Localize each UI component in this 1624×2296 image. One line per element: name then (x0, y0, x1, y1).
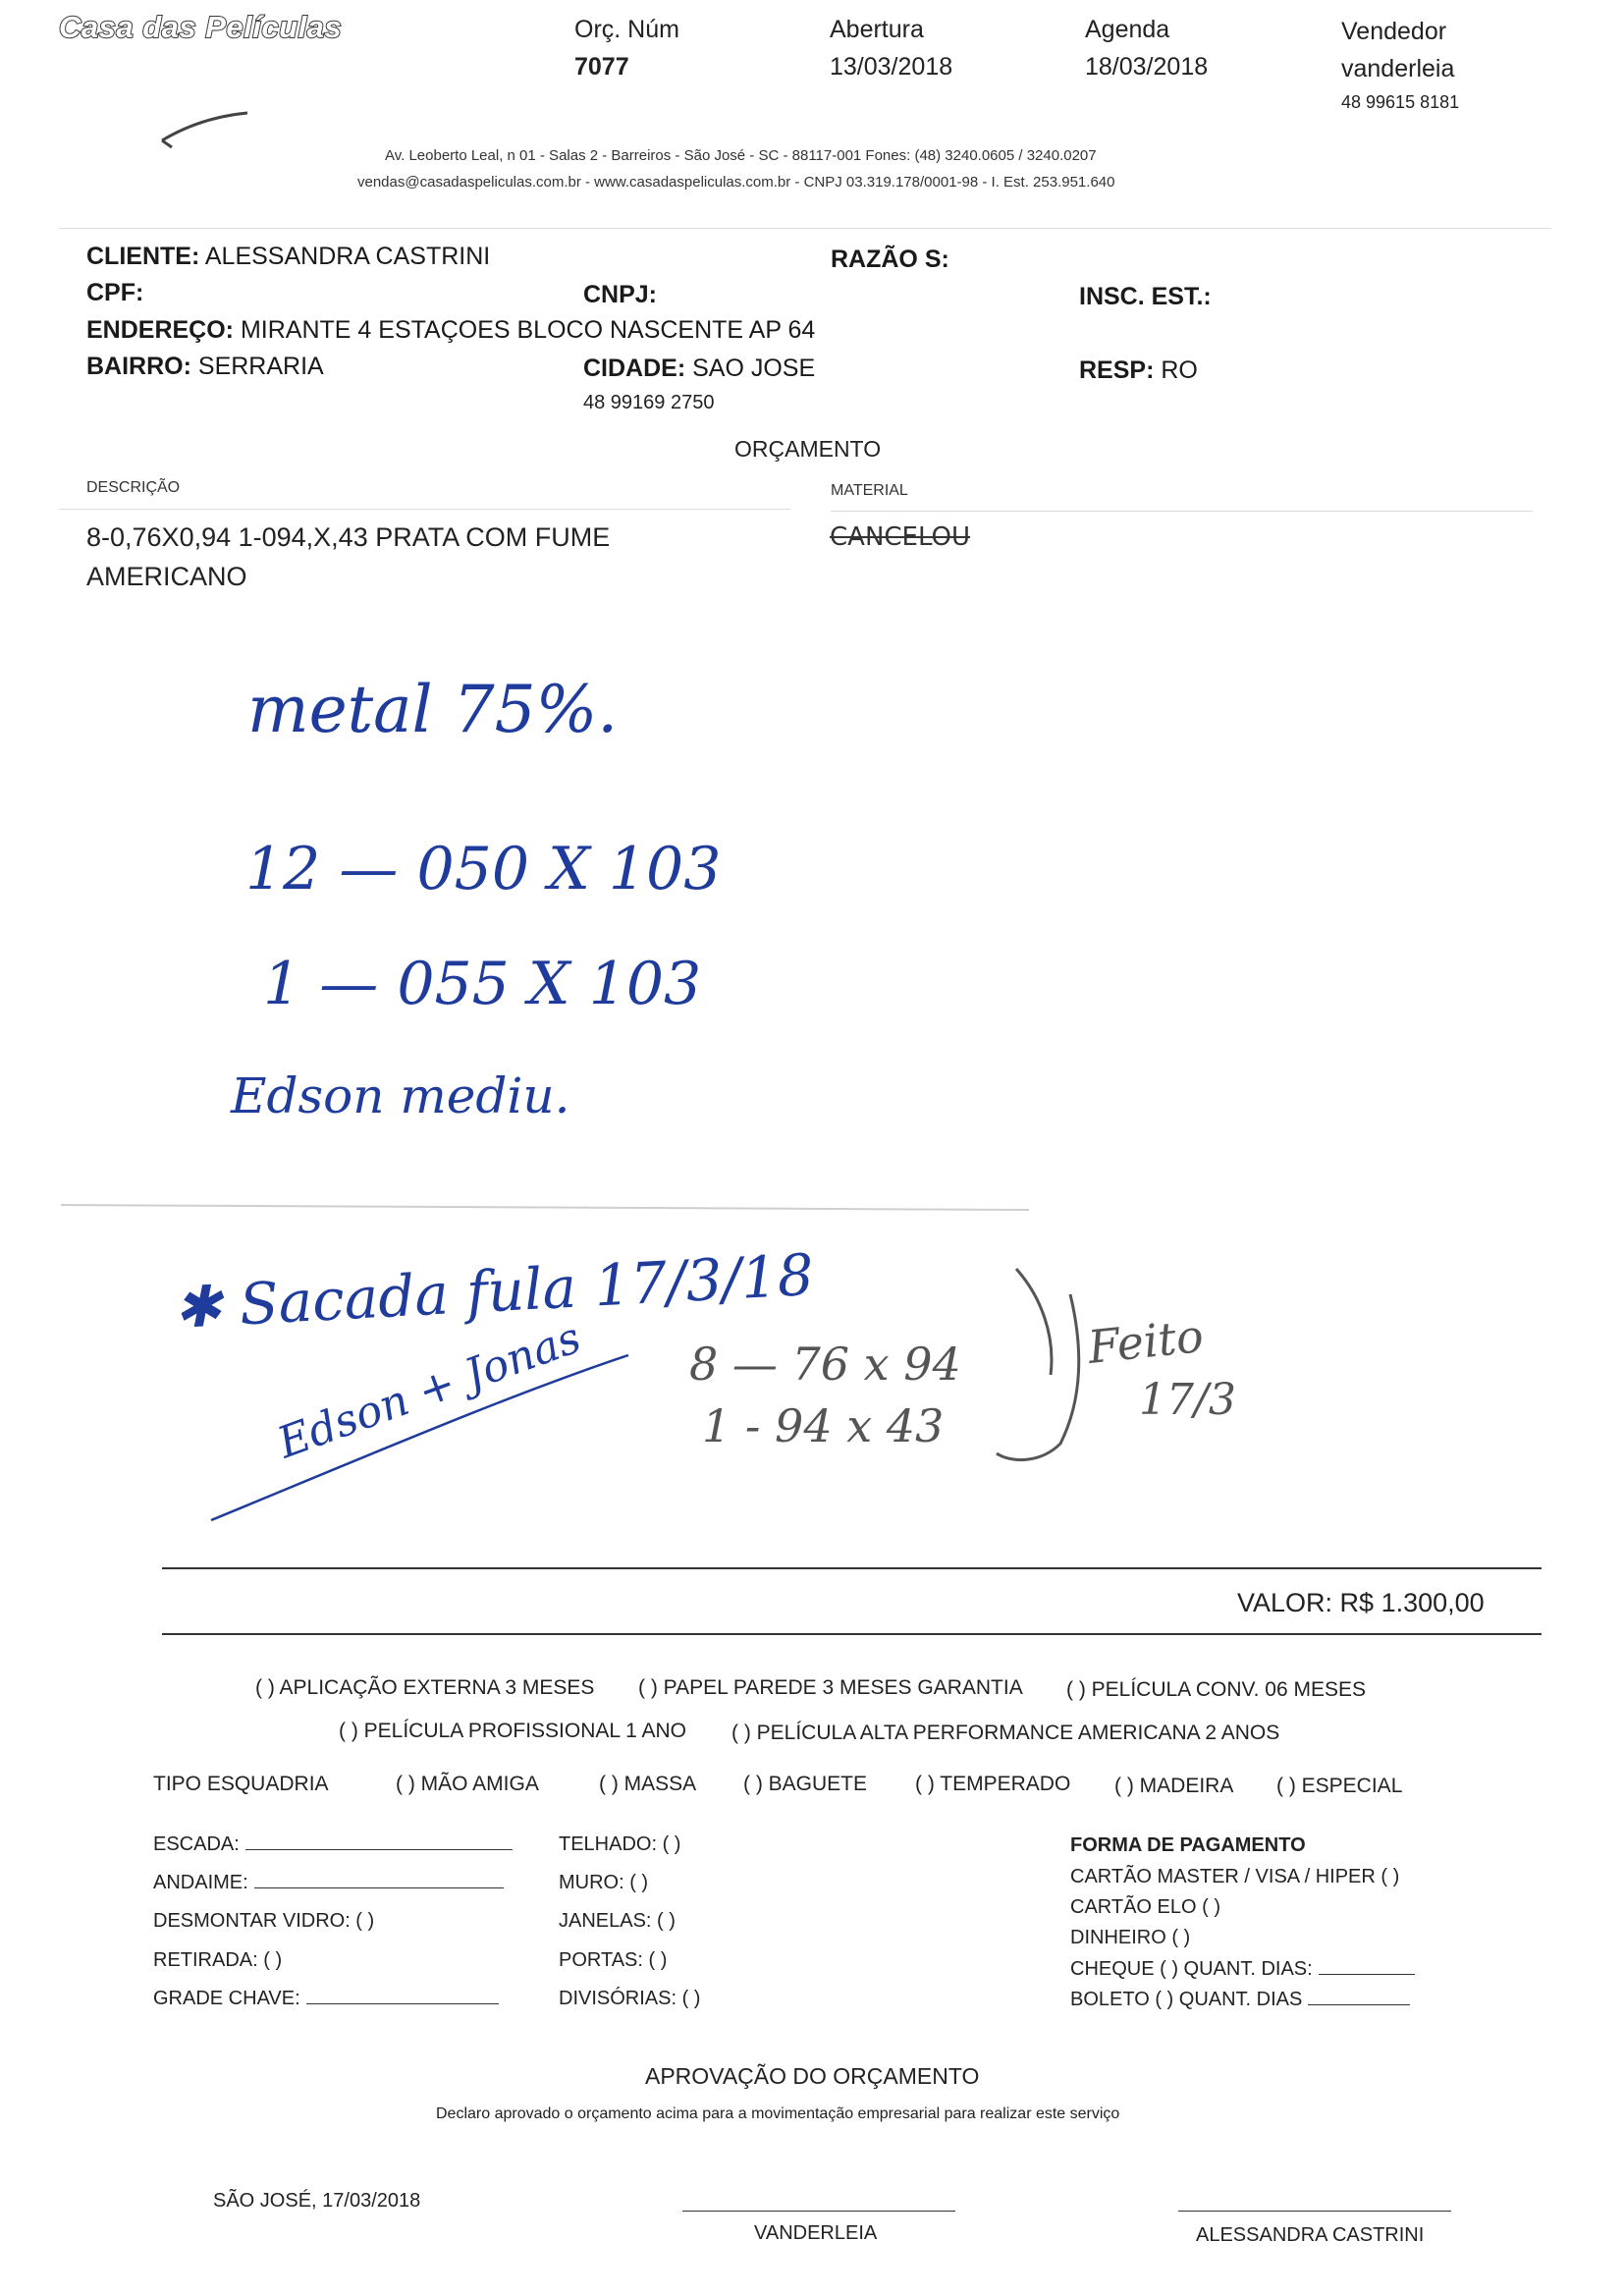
escada-row (153, 1833, 513, 1856)
janelas-option[interactable]: JANELAS: ( ) (559, 1910, 676, 1932)
andaime-label: ANDAIME: (153, 1872, 248, 1893)
option-papel-parede[interactable]: ( ) PAPEL PAREDE 3 MESES GARANTIA (638, 1676, 1023, 1699)
grade-chave-field[interactable] (306, 1988, 499, 2004)
handwriting-feito-date: 17/3 (1139, 1375, 1236, 1425)
grade-chave-label: GRADE CHAVE: (153, 1988, 300, 2009)
andaime-row (153, 1872, 504, 1894)
cpf-label: CPF: (86, 279, 144, 306)
cheque-dias-field[interactable] (1319, 1958, 1415, 1975)
handwriting-edson-jonas: Edson + Jonas (271, 1312, 588, 1469)
company-contacts: vendas@casadaspeliculas.com.br - www.casadaspeliculas.com.br - CNPJ 03.319.178/0001-98 - I. Est. 253.951.640 (357, 174, 1115, 191)
cidade-value: SAO JOSE (692, 355, 816, 382)
pagamento-boleto[interactable]: BOLETO ( ) QUANT. DIAS (1070, 1989, 1303, 2010)
option-massa[interactable]: ( ) MASSA (599, 1773, 697, 1795)
abertura-label: Abertura (830, 16, 924, 43)
handwriting-line1: 12 — 050 X 103 (245, 835, 722, 903)
vendedor-value: vanderleia (1341, 55, 1455, 82)
resp-label: RESP: (1079, 356, 1155, 384)
boleto-dias-field[interactable] (1308, 1989, 1410, 2005)
pen-stroke-mark (162, 113, 247, 140)
pencil-brace (997, 1269, 1079, 1460)
desmontar-vidro-option[interactable]: DESMONTAR VIDRO: ( ) (153, 1910, 375, 1932)
agenda-label: Agenda (1085, 16, 1170, 43)
option-pelicula-conv[interactable]: ( ) PELÍCULA CONV. 06 MESES (1066, 1678, 1367, 1701)
signature-line-cliente (1178, 2211, 1451, 2212)
valor-top-line (162, 1567, 1542, 1569)
telhado-option[interactable]: TELHADO: ( ) (559, 1833, 681, 1855)
descricao-label: DESCRIÇÃO (86, 479, 181, 496)
handwriting-size1: 8 — 76 x 94 (689, 1338, 961, 1391)
pagamento-dinheiro[interactable]: DINHEIRO ( ) (1070, 1927, 1191, 1948)
pagamento-cheque[interactable]: CHEQUE ( ) QUANT. DIAS: (1070, 1958, 1313, 1980)
handwriting-line2: 1 — 055 X 103 (263, 950, 702, 1018)
option-mao-amiga[interactable]: ( ) MÃO AMIGA (396, 1773, 539, 1795)
tipo-esquadria-label: TIPO ESQUADRIA (153, 1773, 329, 1795)
option-pelicula-alta-performance[interactable]: ( ) PELÍCULA ALTA PERFORMANCE AMERICANA 2 ANOS (731, 1722, 1280, 1744)
pagamento-boleto-row (1070, 1989, 1410, 2011)
cliente-label: CLIENTE: (86, 243, 200, 270)
pagamento-cartao-elo[interactable]: CARTÃO ELO ( ) (1070, 1896, 1220, 1918)
option-baguete[interactable]: ( ) BAGUETE (743, 1773, 868, 1795)
material-label: MATERIAL (831, 482, 908, 499)
material-value-cancelled: CANCELOU (830, 522, 971, 552)
valor-label: VALOR: (1237, 1588, 1333, 1617)
handwriting-divider (61, 1205, 1029, 1210)
cliente-value: ALESSANDRA CASTRINI (204, 243, 491, 270)
option-especial[interactable]: ( ) ESPECIAL (1276, 1775, 1403, 1797)
resp-value: RO (1161, 356, 1198, 384)
option-aplicacao-externa[interactable]: ( ) APLICAÇÃO EXTERNA 3 MESES (255, 1676, 595, 1699)
pagamento-cartao-master[interactable]: CARTÃO MASTER / VISA / HIPER ( ) (1070, 1866, 1400, 1887)
portas-option[interactable]: PORTAS: ( ) (559, 1949, 668, 1971)
client-phone: 48 99169 2750 (583, 392, 715, 413)
option-madeira[interactable]: ( ) MADEIRA (1114, 1775, 1234, 1797)
endereco-label: ENDEREÇO: (86, 316, 235, 344)
option-pelicula-profissional[interactable]: ( ) PELÍCULA PROFISSIONAL 1 ANO (339, 1720, 686, 1742)
vendedor-phone: 48 99615 8181 (1341, 92, 1460, 112)
company-logo: Casa das Películas (59, 10, 343, 44)
valor-value: R$ 1.300,00 (1339, 1588, 1485, 1617)
orc-num-value: 7077 (574, 53, 629, 81)
pen-stroke-tick (162, 140, 172, 147)
signature-vendedor-name: VANDERLEIA (754, 2222, 878, 2244)
valor-bottom-line (162, 1633, 1542, 1635)
aprovacao-text: Declaro aprovado o orçamento acima para a movimentação empresarial para realizar este serviço (436, 2105, 1120, 2122)
muro-option[interactable]: MURO: ( ) (559, 1872, 649, 1893)
handwriting-edson-mediu: Edson mediu. (231, 1067, 570, 1124)
retirada-option[interactable]: RETIRADA: ( ) (153, 1949, 283, 1971)
handwriting-feito: Feito (1085, 1308, 1207, 1374)
andaime-field[interactable] (254, 1872, 504, 1888)
cnpj-label: CNPJ: (583, 281, 658, 308)
signature-line-vendedor (682, 2211, 955, 2212)
agenda-value: 18/03/2018 (1085, 53, 1209, 81)
orc-num-label: Orç. Núm (574, 16, 679, 43)
descricao-line2: AMERICANO (86, 562, 247, 591)
handwriting-metal: metal 75%. (247, 672, 619, 747)
razao-label: RAZÃO S: (831, 246, 949, 273)
bairro-value: SERRARIA (197, 353, 324, 380)
handwriting-size2: 1 - 94 x 43 (702, 1399, 945, 1452)
cidade-label: CIDADE: (583, 355, 686, 382)
valor-row (1237, 1588, 1485, 1618)
place-date: SÃO JOSÉ, 17/03/2018 (213, 2190, 421, 2212)
escada-field[interactable] (245, 1833, 513, 1850)
insc-label: INSC. EST.: (1079, 283, 1212, 310)
grade-chave-row (153, 1988, 499, 2010)
endereco-value: MIRANTE 4 ESTAÇOES BLOCO NASCENTE AP 64 (240, 316, 816, 344)
pagamento-cheque-row (1070, 1958, 1415, 1981)
bairro-label: BAIRRO: (86, 353, 191, 380)
pagamento-title: FORMA DE PAGAMENTO (1070, 1834, 1306, 1856)
orcamento-title: ORÇAMENTO (734, 436, 882, 462)
divisorias-option[interactable]: DIVISÓRIAS: ( ) (559, 1988, 701, 2009)
handwriting-sacada: ✱ Sacada fula 17/3/18 (172, 1240, 816, 1341)
descricao-line1: 8-0,76X0,94 1-094,X,43 PRATA COM FUME (86, 522, 611, 552)
option-temperado[interactable]: ( ) TEMPERADO (915, 1773, 1071, 1795)
aprovacao-title: APROVAÇÃO DO ORÇAMENTO (645, 2063, 980, 2089)
company-address: Av. Leoberto Leal, n 01 - Salas 2 - Barreiros - São José - SC - 88117-001 Fones: (48) 3240.0605 / 3240.0207 (385, 147, 1097, 164)
escada-label: ESCADA: (153, 1833, 240, 1855)
abertura-value: 13/03/2018 (830, 53, 953, 81)
vendedor-label: Vendedor (1341, 18, 1447, 45)
signature-cliente-name: ALESSANDRA CASTRINI (1196, 2224, 1425, 2246)
